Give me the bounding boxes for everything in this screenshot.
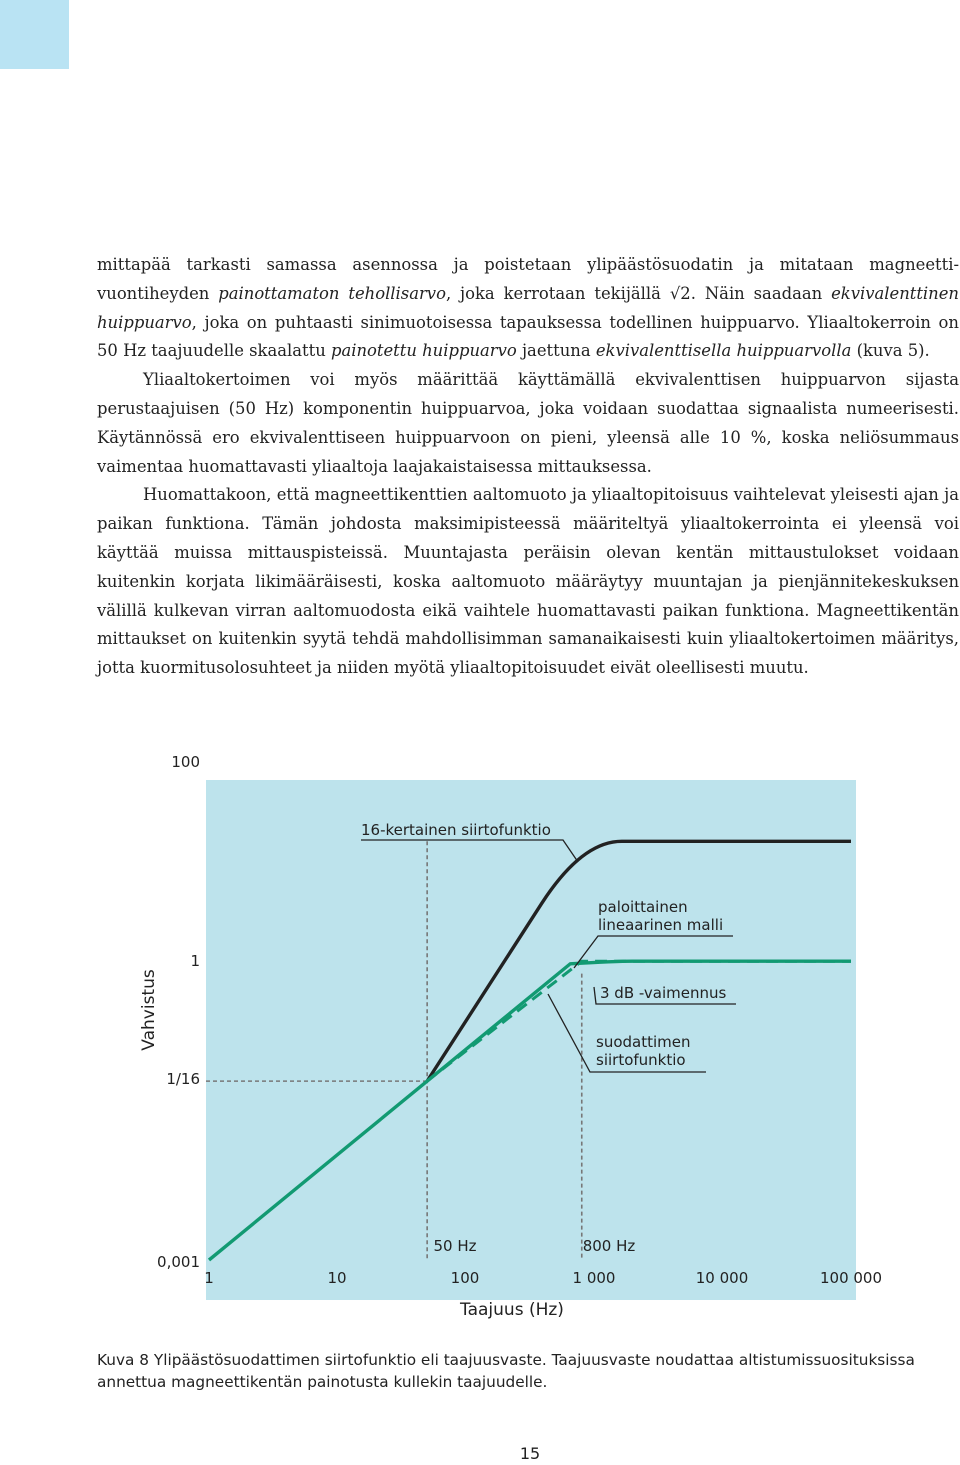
- annotation-piecewise-2: lineaarinen malli: [598, 916, 724, 934]
- y-tick-label: 1/16: [166, 1070, 200, 1088]
- annotation-16x-transfer: 16-kertainen siirtofunktio: [361, 821, 551, 839]
- annotation-filter-2: siirtofunktio: [596, 1051, 686, 1069]
- annotation-piecewise-1: paloittainen: [598, 898, 688, 916]
- y-tick-label: 0,001: [157, 1253, 200, 1271]
- body-text: [97, 251, 959, 683]
- y-axis-label: Vahvistus: [139, 969, 159, 1051]
- plot-panel: [206, 780, 856, 1300]
- annotation-50hz: 50 Hz: [433, 1237, 477, 1255]
- annotation-800hz: 800 Hz: [582, 1237, 636, 1255]
- x-tick-label: 10: [327, 1269, 347, 1287]
- x-tick-label: 100 000: [819, 1269, 883, 1287]
- paragraph-2: [97, 366, 959, 481]
- chart-svg: [0, 740, 960, 1340]
- italic-term: painottamaton tehollisarvo: [218, 283, 446, 303]
- x-tick-label: 100: [450, 1269, 480, 1287]
- text-run: mittapää tarkasti samassa asennossa ja poistetaan ylipäästösuodatin ja mitataan magneettivuontiheyden: [97, 255, 959, 303]
- text-run: Huomattakoon, että magneettikenttien aaltomuoto ja yliaaltopitoisuus vaihtelevat yleisesti ajan ja paikan funktiona. Tämän johdosta maksimipisteessä määriteltyä yliaaltokerrointa ei yleensä voi käyttää muissa mittauspisteissä. Muuntajasta peräisin olevan kentän mittaustulokset voidaan kuitenkin korjata likimääräisesti, koska aaltomuoto määräytyy muuntajan ja pienjännitekeskuksen välillä kulkevan virran aaltomuodosta eikä vaihtele huomattavasti paikan funktiona. Magneettikentän mittaukset on kuitenkin syytä tehdä mahdollisimman samanaikaisesti kuin yliaaltokertoimen määritys, jotta kuormitusolosuhteet ja niiden myötä yliaaltopitoisuudet eivät oleellisesti muutu.: [97, 485, 959, 678]
- annotation-3db: 3 dB -vaimennus: [600, 984, 727, 1002]
- figure-transfer-function: [0, 740, 960, 1340]
- x-tick-label: 10 000: [695, 1269, 749, 1287]
- page-number: 15: [519, 1444, 541, 1463]
- x-tick-label: 1 000: [572, 1269, 616, 1287]
- italic-term: ekvivalenttinen huippuarvo: [97, 283, 959, 332]
- paragraph-3: [97, 481, 959, 683]
- italic-term: ekvivalenttisella huippuarvolla: [595, 341, 852, 361]
- text-run: Yliaaltokertoimen voi myös määrittää käyttämällä ekvivalenttisen huippuarvon sijasta perustaajuisen (50 Hz) komponentin huippuarvoa, joka voidaan suodattaa signaalista numeerisesti. Käytännössä ero ekvivalenttiseen huippuarvoon on pieni, yleensä alle 10 %, koska neliösummaus vaimentaa huomattavasti yliaaltoja laajakaistaisessa mittauksessa.: [97, 370, 959, 476]
- text-run: , joka on puhtaasti sinimuotoisessa tapauksessa todellinen huippuarvo. Yliaaltokerroin on 50 Hz taajuudelle skaalattu: [97, 312, 959, 361]
- y-tick-label: 1: [190, 952, 200, 970]
- paragraph-1: [97, 251, 959, 366]
- x-axis-label: Taajuus (Hz): [460, 1300, 564, 1320]
- italic-term: painotettu huippuarvo: [330, 341, 517, 361]
- text-run: jaettuna: [516, 341, 596, 361]
- x-tick-label: 1: [204, 1269, 214, 1287]
- figure-caption: Kuva 8 Ylipäästösuodattimen siirtofunktio eli taajuusvaste. Taajuusvaste noudattaa altistumissuosituksissa annettua magneettikentän painotusta kullekin taajuudelle.: [97, 1351, 915, 1391]
- text-run: (kuva 5).: [851, 341, 930, 361]
- corner-tab: [0, 0, 69, 69]
- annotation-filter-1: suodattimen: [596, 1033, 691, 1051]
- text-run: , joka kerrotaan tekijällä √2. Näin saadaan: [445, 283, 832, 303]
- y-tick-label: 100: [171, 753, 200, 771]
